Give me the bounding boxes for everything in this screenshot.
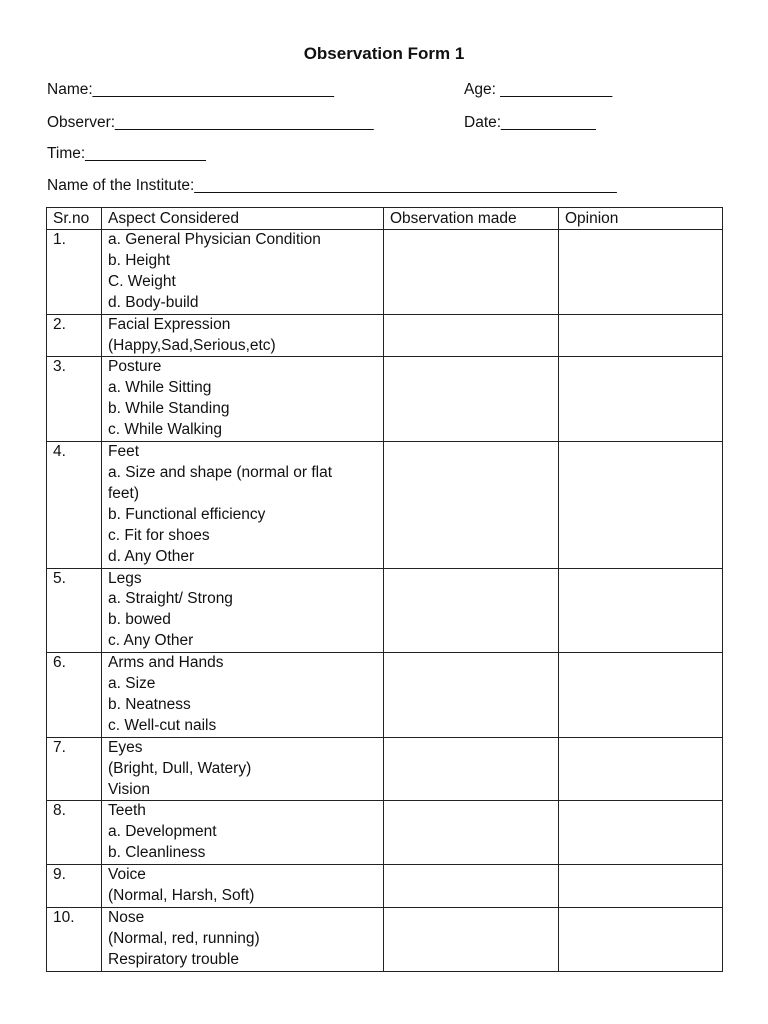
aspect-line: b. Cleanliness	[108, 844, 206, 862]
row-aspect	[102, 568, 384, 653]
aspect-line: a. While Sitting	[108, 379, 212, 397]
observation-cell[interactable]	[384, 653, 559, 738]
row-aspect	[102, 230, 384, 315]
observation-cell[interactable]	[384, 568, 559, 653]
table-row	[47, 568, 723, 653]
aspect-line: d. Body-build	[108, 293, 199, 311]
table-row	[47, 865, 723, 908]
table-body	[47, 230, 723, 972]
opinion-cell[interactable]	[559, 442, 723, 568]
table-row	[47, 737, 723, 801]
aspect-line: (Happy,Sad,Serious,etc)	[108, 336, 276, 354]
time-field[interactable]: Time:______________	[47, 145, 206, 162]
table-row	[47, 314, 723, 357]
opinion-cell[interactable]	[559, 737, 723, 801]
aspect-line: Vision	[108, 780, 150, 798]
observer-field[interactable]: Observer:______________________________	[47, 114, 374, 131]
age-field[interactable]: Age: _____________	[464, 81, 613, 98]
aspect-line: (Normal, red, running)	[108, 929, 260, 947]
row-aspect	[102, 653, 384, 738]
aspect-line: Voice	[108, 866, 146, 884]
observation-cell[interactable]	[384, 737, 559, 801]
table-row	[47, 357, 723, 442]
row-sr-no: 3.	[47, 357, 102, 442]
row-sr-no: 6.	[47, 653, 102, 738]
aspect-line: a. General Physician Condition	[108, 231, 321, 248]
aspect-line: Legs	[108, 569, 142, 587]
table-row	[47, 908, 723, 972]
aspect-line: Posture	[108, 358, 162, 376]
row-sr-no: 9.	[47, 865, 102, 908]
table-row	[47, 442, 723, 568]
header-observation-made: Observation made	[384, 208, 559, 230]
aspect-line: Respiratory trouble	[108, 950, 239, 968]
aspect-line: (Bright, Dull, Watery)	[108, 759, 252, 777]
aspect-line: (Normal, Harsh, Soft)	[108, 887, 255, 905]
opinion-cell[interactable]	[559, 865, 723, 908]
aspect-line: a. Size and shape (normal or flat	[108, 463, 333, 481]
form-title: Observation Form 1	[303, 44, 465, 63]
row-aspect	[102, 908, 384, 972]
row-aspect	[102, 357, 384, 442]
row-aspect	[102, 865, 384, 908]
row-sr-no: 2.	[47, 314, 102, 357]
observation-cell[interactable]	[384, 865, 559, 908]
aspect-line: c. Well-cut nails	[108, 716, 217, 734]
row-aspect	[102, 314, 384, 357]
row-sr-no: 10.	[47, 908, 102, 972]
aspect-line: Feet	[108, 443, 140, 461]
aspect-line: Arms and Hands	[108, 654, 224, 672]
opinion-cell[interactable]	[559, 653, 723, 738]
row-aspect	[102, 801, 384, 865]
observation-cell[interactable]	[384, 908, 559, 972]
observation-cell[interactable]	[384, 801, 559, 865]
observation-cell[interactable]	[384, 442, 559, 568]
aspect-line: b. Neatness	[108, 695, 191, 713]
header-sr-no: Sr.no	[47, 208, 102, 230]
opinion-cell[interactable]	[559, 568, 723, 653]
aspect-line: b. While Standing	[108, 400, 230, 418]
table-header-row	[47, 208, 723, 230]
aspect-line: c. While Walking	[108, 421, 222, 439]
aspect-line: b. Height	[108, 251, 171, 269]
institute-field[interactable]: Name of the Institute:_________________________________________________	[47, 177, 617, 194]
aspect-line: c. Fit for shoes	[108, 526, 210, 544]
header-opinion: Opinion	[559, 208, 723, 230]
aspect-line: a. Development	[108, 823, 217, 841]
table-row	[47, 653, 723, 738]
row-sr-no: 5.	[47, 568, 102, 653]
observation-cell[interactable]	[384, 230, 559, 315]
aspect-line: d. Any Other	[108, 547, 195, 565]
aspect-line: feet)	[108, 484, 140, 502]
aspect-line: Facial Expression	[108, 315, 231, 333]
header-aspect-considered: Aspect Considered	[102, 208, 384, 230]
observation-cell[interactable]	[384, 357, 559, 442]
aspect-line: a. Size	[108, 675, 156, 693]
observation-table	[46, 207, 723, 972]
row-sr-no: 4.	[47, 442, 102, 568]
aspect-line: Eyes	[108, 738, 143, 756]
table-row	[47, 801, 723, 865]
row-sr-no: 8.	[47, 801, 102, 865]
row-sr-no: 7.	[47, 737, 102, 801]
observation-cell[interactable]	[384, 314, 559, 357]
aspect-line: C. Weight	[108, 272, 176, 290]
table-row	[47, 230, 723, 315]
opinion-cell[interactable]	[559, 314, 723, 357]
opinion-cell[interactable]	[559, 230, 723, 315]
row-aspect	[102, 442, 384, 568]
row-sr-no: 1.	[47, 230, 102, 315]
aspect-line: Teeth	[108, 802, 146, 820]
aspect-line: a. Straight/ Strong	[108, 590, 233, 608]
name-field[interactable]: Name:____________________________	[47, 81, 335, 98]
opinion-cell[interactable]	[559, 908, 723, 972]
date-field[interactable]: Date:___________	[464, 114, 596, 131]
aspect-line: Nose	[108, 909, 145, 926]
aspect-line: c. Any Other	[108, 632, 194, 650]
aspect-line: b. bowed	[108, 611, 171, 629]
opinion-cell[interactable]	[559, 801, 723, 865]
aspect-line: b. Functional efficiency	[108, 505, 266, 523]
opinion-cell[interactable]	[559, 357, 723, 442]
row-aspect	[102, 737, 384, 801]
